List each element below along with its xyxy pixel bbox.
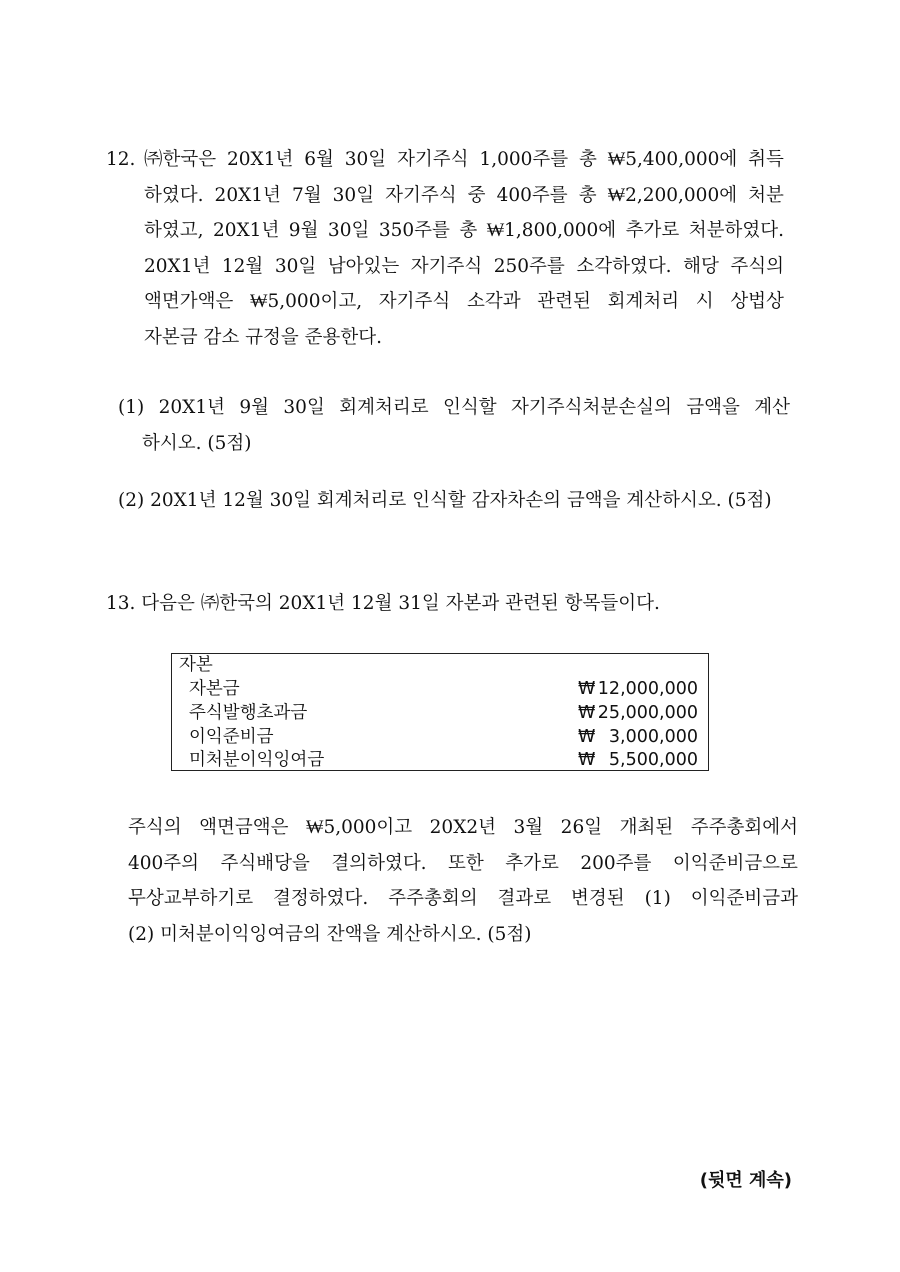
won-symbol: ₩ — [578, 679, 596, 699]
question-12-sub-2 — [118, 483, 798, 519]
equity-table-header: 자본 — [179, 655, 213, 675]
won-symbol: ₩ — [578, 703, 596, 723]
won-symbol: ₩ — [578, 750, 596, 770]
equity-item-amount: 25,000,000 — [597, 703, 698, 723]
question-13-body — [128, 810, 798, 952]
equity-item-amount: 12,000,000 — [597, 679, 698, 699]
question-12-line: 하였고, 20X1년 9월 30일 350주를 총 ₩1,800,000에 추가로 처분하였다. — [144, 220, 784, 241]
question-12-line: 액면가액은 ₩5,000이고, 자기주식 소각과 관련된 회계처리 시 상법상 — [144, 291, 784, 312]
equity-item-label: 자본금 — [189, 679, 240, 699]
equity-table-row — [172, 725, 708, 749]
equity-item-label: 주식발행초과금 — [189, 703, 308, 723]
question-12-text — [144, 142, 784, 355]
question-13-intro-line: 13. 다음은 ㈜한국의 20X1년 12월 31일 자본과 관련된 항목들이다. — [106, 593, 660, 614]
won-symbol: ₩ — [578, 727, 596, 747]
continued-on-back-note: (뒷면 계속) — [699, 1170, 792, 1191]
question-13-line: 400주의 주식배당을 결의하였다. 또한 추가로 200주를 이익준비금으로 — [128, 852, 798, 874]
question-12-line: 자본금 감소 규정을 준용한다. — [144, 326, 382, 348]
equity-item-label: 미처분이익잉여금 — [189, 750, 325, 770]
equity-table-row — [172, 748, 708, 772]
question-12-sub-1 — [118, 390, 790, 461]
sub-question-line: 하시오. (5점) — [142, 432, 252, 454]
equity-item-label: 이익준비금 — [189, 727, 274, 747]
question-13-line: 주식의 액면금액은 ₩5,000이고 20X2년 3월 26일 개최된 주주총회에서 — [128, 817, 798, 838]
sub-question-line: (1) 20X1년 9월 30일 회계처리로 인식할 자기주식처분손실의 금액을 계산 — [118, 397, 790, 418]
question-12-line: ㈜한국은 20X1년 6월 30일 자기주식 1,000주를 총 ₩5,400,000에 취득 — [144, 149, 784, 170]
equity-item-amount: 5,500,000 — [608, 750, 698, 770]
equity-table — [171, 653, 709, 771]
sub-question-line: (2) 20X1년 12월 30일 회계처리로 인식할 감자차손의 금액을 계산하시오. (5점) — [118, 490, 772, 511]
equity-table-row — [172, 701, 708, 725]
question-12-line: 하였다. 20X1년 7월 30일 자기주식 중 400주를 총 ₩2,200,000에 처분 — [144, 184, 784, 206]
question-12-line: 20X1년 12월 30일 남아있는 자기주식 250주를 소각하였다. 해당 주식의 — [144, 255, 784, 277]
question-13-intro — [106, 586, 806, 622]
equity-table-row — [172, 677, 708, 701]
question-13-line: (2) 미처분이익잉여금의 잔액을 계산하시오. (5점) — [128, 923, 532, 945]
equity-item-amount: 3,000,000 — [608, 727, 698, 747]
question-12-number: 12. — [106, 149, 136, 170]
question-13-line: 무상교부하기로 결정하였다. 주주총회의 결과로 변경된 (1) 이익준비금과 — [128, 888, 798, 909]
